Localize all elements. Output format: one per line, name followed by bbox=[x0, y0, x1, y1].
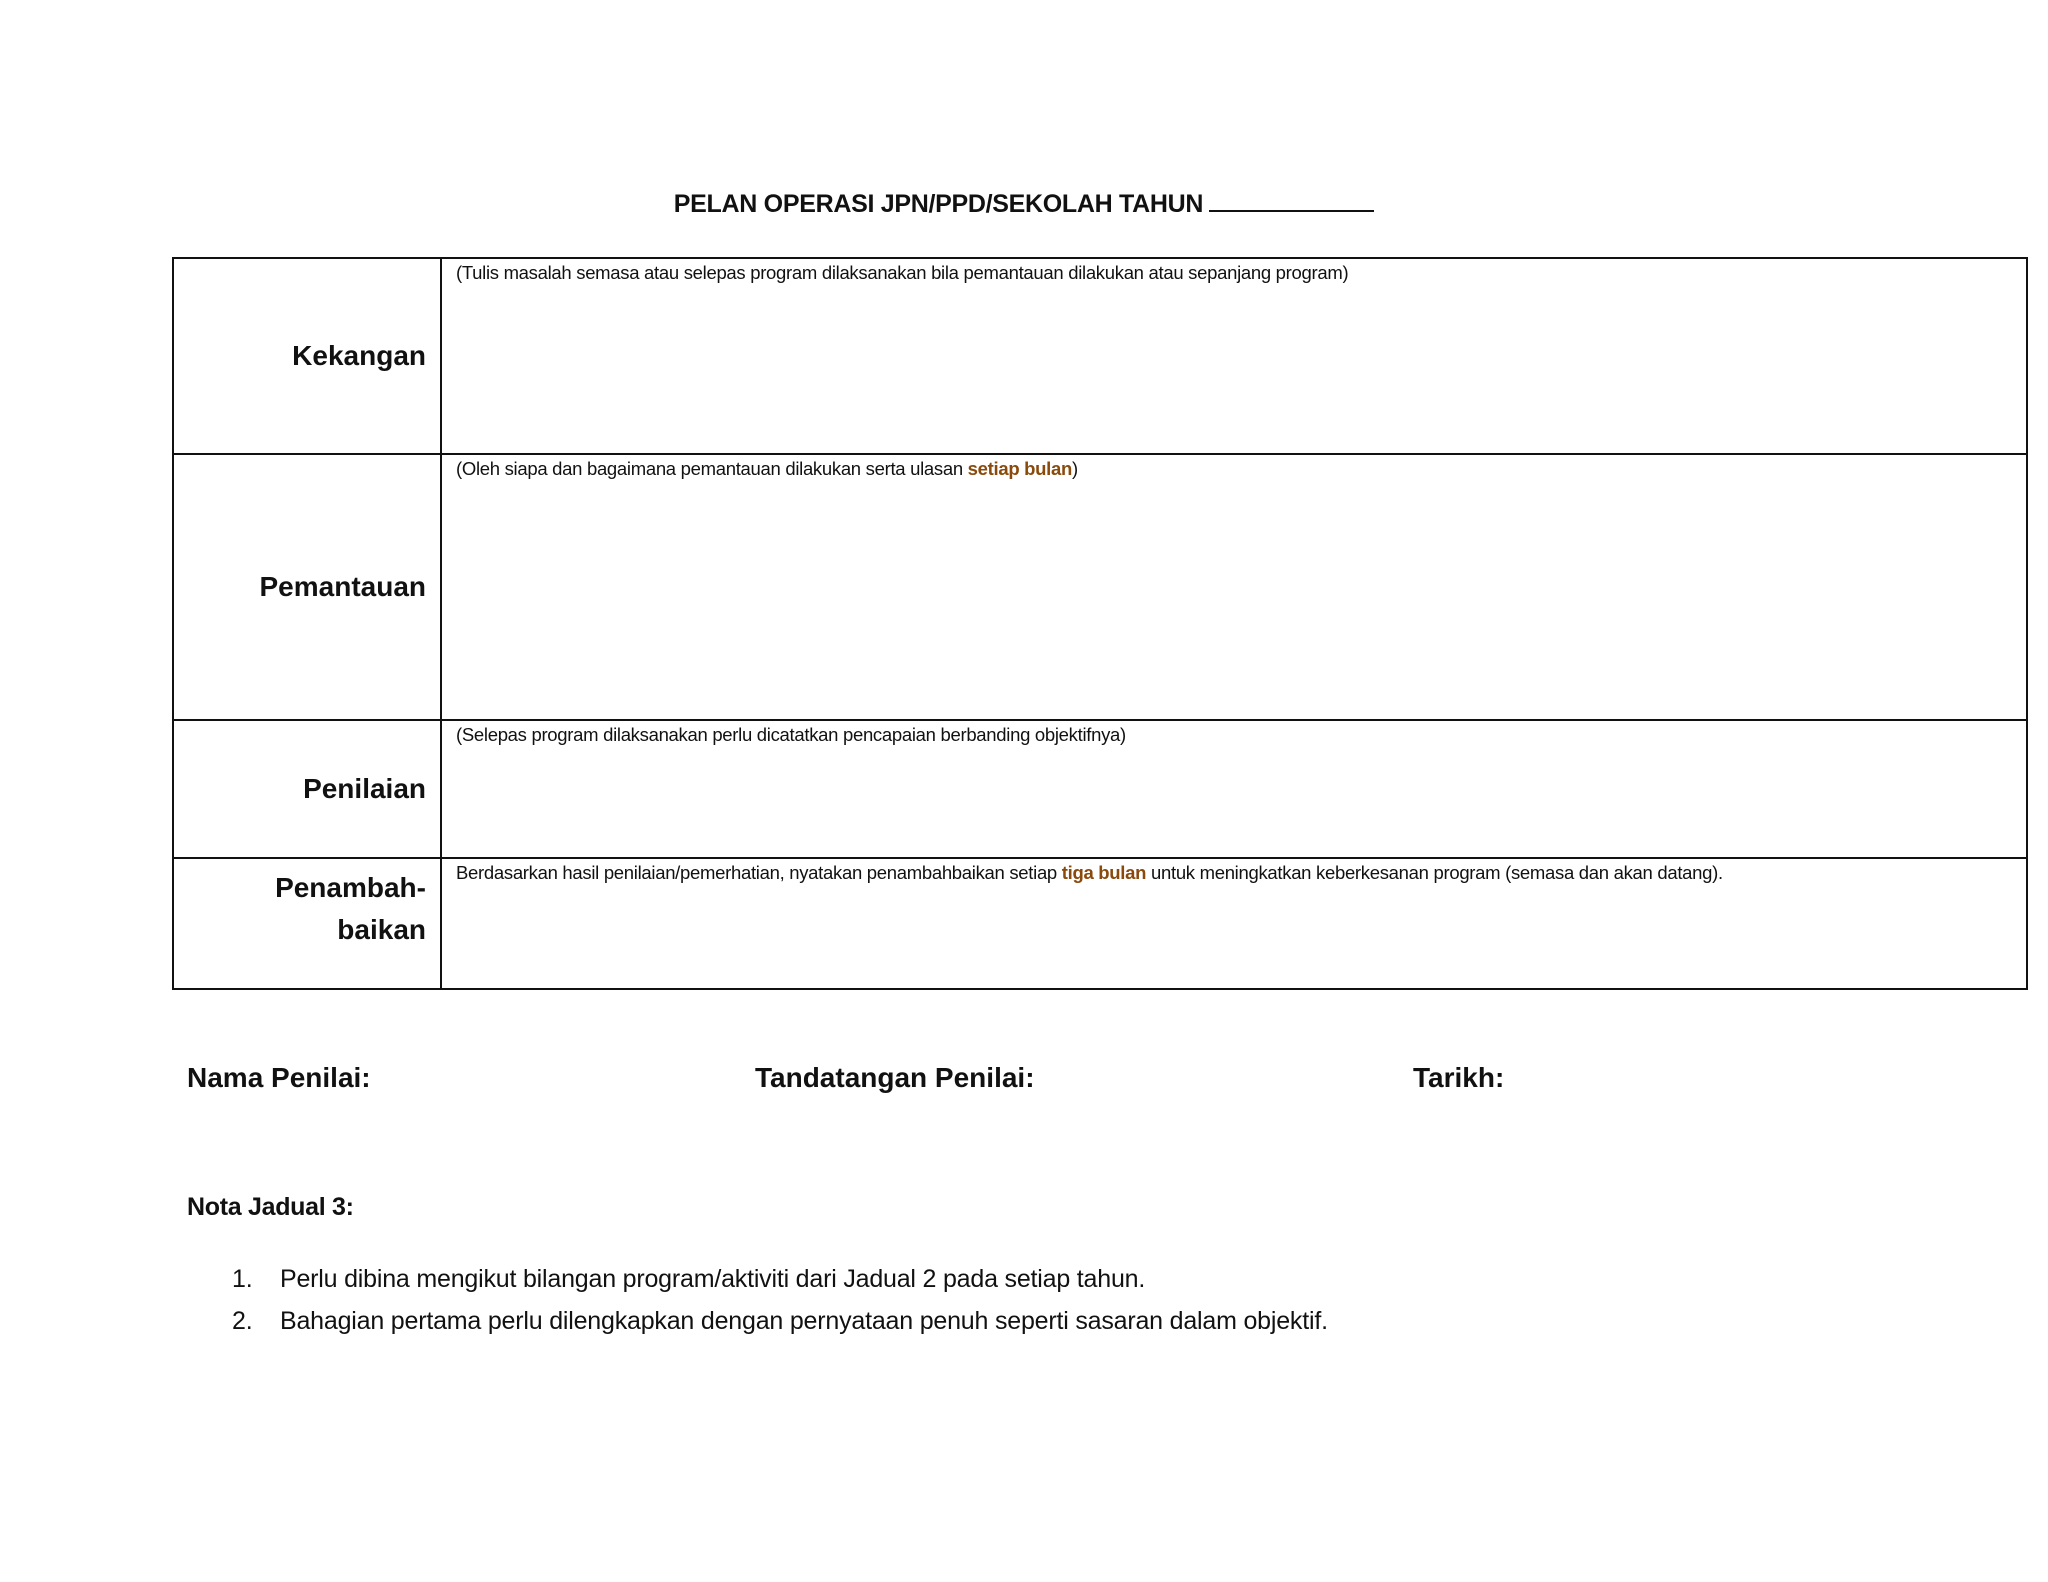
row-label-kekangan bbox=[173, 258, 441, 454]
evaluator-signature-label: Tandatangan Penilai: bbox=[755, 1062, 1035, 1093]
instruction-text: (Oleh siapa dan bagaimana pemantauan dilakukan serta ulasan bbox=[456, 458, 968, 479]
title-year-blank[interactable] bbox=[1209, 188, 1374, 212]
list-item-number: 2. bbox=[232, 1307, 253, 1335]
row-label-text: Penilaian bbox=[303, 773, 426, 804]
page-title bbox=[0, 188, 2048, 219]
date-label: Tarikh: bbox=[1413, 1062, 1505, 1093]
instruction-highlight: setiap bulan bbox=[967, 458, 1073, 479]
row-label-text: Kekangan bbox=[292, 340, 426, 371]
content-cell-penambahbaikan[interactable] bbox=[441, 858, 2027, 989]
list-item bbox=[232, 1258, 1328, 1300]
list-item-text: Perlu dibina mengikut bilangan program/aktiviti dari Jadual 2 pada setiap tahun. bbox=[280, 1265, 1146, 1293]
list-item bbox=[232, 1300, 1328, 1342]
operation-plan-table bbox=[172, 257, 2028, 990]
list-item-number: 1. bbox=[232, 1265, 253, 1293]
table-row-kekangan bbox=[173, 258, 2027, 454]
instruction-text-end: untuk meningkatkan keberkesanan program (semasa dan akan datang). bbox=[1146, 862, 1723, 883]
page-title-text: PELAN OPERASI JPN/PPD/SEKOLAH TAHUN bbox=[673, 190, 1204, 218]
row-label-penambahbaikan bbox=[173, 858, 441, 989]
row-label-penilaian bbox=[173, 720, 441, 858]
table-row-penambahbaikan bbox=[173, 858, 2027, 989]
row-label-text: Pemantauan bbox=[259, 571, 426, 602]
content-cell-kekangan[interactable] bbox=[441, 258, 2027, 454]
instruction-text-end: ) bbox=[1072, 458, 1078, 479]
notes-list bbox=[232, 1258, 1328, 1342]
content-cell-pemantauan[interactable] bbox=[441, 454, 2027, 720]
row-label-text-line2: baikan bbox=[337, 914, 426, 945]
notes-heading: Nota Jadual 3: bbox=[187, 1193, 354, 1221]
list-item-text: Bahagian pertama perlu dilengkapkan dengan pernyataan penuh seperti sasaran dalam objektif. bbox=[280, 1307, 1328, 1335]
table-row-pemantauan bbox=[173, 454, 2027, 720]
instruction-highlight: tiga bulan bbox=[1061, 862, 1147, 883]
instruction-text: (Tulis masalah semasa atau selepas program dilaksanakan bila pemantauan dilakukan atau sepanjang program) bbox=[456, 262, 1349, 283]
table-row-penilaian bbox=[173, 720, 2027, 858]
evaluator-name-label: Nama Penilai: bbox=[187, 1062, 371, 1093]
row-label-pemantauan bbox=[173, 454, 441, 720]
instruction-text: Berdasarkan hasil penilaian/pemerhatian, nyatakan penambahbaikan setiap bbox=[456, 862, 1062, 883]
instruction-text: (Selepas program dilaksanakan perlu dicatatkan pencapaian berbanding objektifnya) bbox=[456, 724, 1126, 745]
content-cell-penilaian[interactable] bbox=[441, 720, 2027, 858]
row-label-text-line1: Penambah- bbox=[275, 872, 426, 903]
